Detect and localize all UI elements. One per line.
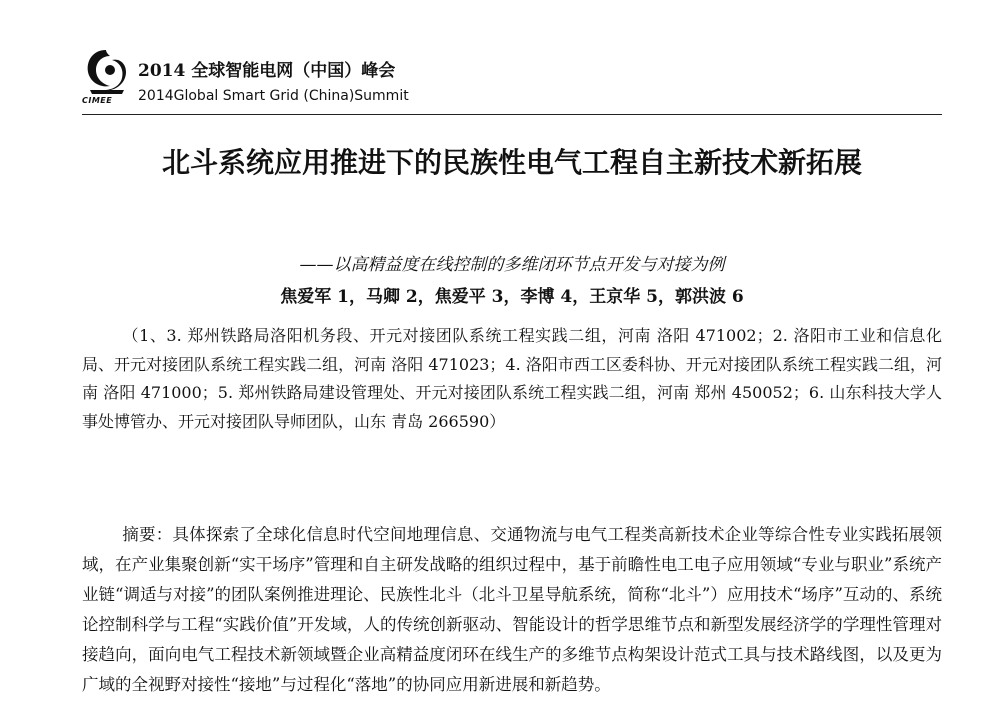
paper-affiliations (82, 322, 942, 436)
conference-name-en: 2014Global Smart Grid (China)Summit (138, 88, 409, 104)
header-divider (82, 114, 942, 115)
affiliations-text: （1、3. 郑州铁路局洛阳机务段、开元对接团队系统工程实践二组，河南 洛阳 471002；2. 洛阳市工业和信息化局、开元对接团队系统工程实践二组，河南 洛阳 471023；4. 洛阳市西工区委科协、开元对接团队系统工程实践二组，河南 洛阳 471000；5. 郑州铁路局建设管理处、开元对接团队系统工程实践二组，河南 郑州 450052；6. 山东科技大学人事处博管办、开元对接团队导师团队，山东 青岛 266590） (82, 326, 942, 431)
paper-authors: 焦爱军 1，马卿 2，焦爱平 3，李博 4，王京华 5，郭洪波 6 (280, 287, 744, 307)
paper-abstract (82, 520, 942, 700)
logo-text: CIMEE (82, 96, 113, 105)
conference-logo (82, 46, 130, 110)
paper-subtitle: ——以高精益度在线控制的多维闭环节点开发与对接为例 (299, 255, 725, 275)
paper-title: 北斗系统应用推进下的民族性电气工程自主新技术新拓展 (161, 146, 862, 179)
conference-header (82, 46, 942, 112)
abstract-text: 摘要：具体探索了全球化信息时代空间地理信息、交通物流与电气工程类高新技术企业等综合性专业实践拓展领域，在产业集聚创新“实干场序”管理和自主研发战略的组织过程中，基于前瞻性电工电子应用领域“专业与职业”系统产业链“调适与对接”的团队案例推进理论、民族性北斗（北斗卫星导航系统，简称“北斗”）应用技术“场序”互动的、系统论控制科学与工程“实践价值”开发域，人的传统创新驱动、智能设计的哲学思维节点和新型发展经济学的学理性管理对接趋向，面向电气工程技术新领域暨企业高精益度闭环在线生产的多维节点构架设计范式工具与技术路线图，以及更为广域的全视野对接性“接地”与过程化“落地”的协同应用新进展和新趋势。 (82, 525, 942, 694)
logo-swirl-icon (82, 46, 130, 96)
conference-name-cn: 2014 全球智能电网（中国）峰会 (138, 61, 396, 81)
